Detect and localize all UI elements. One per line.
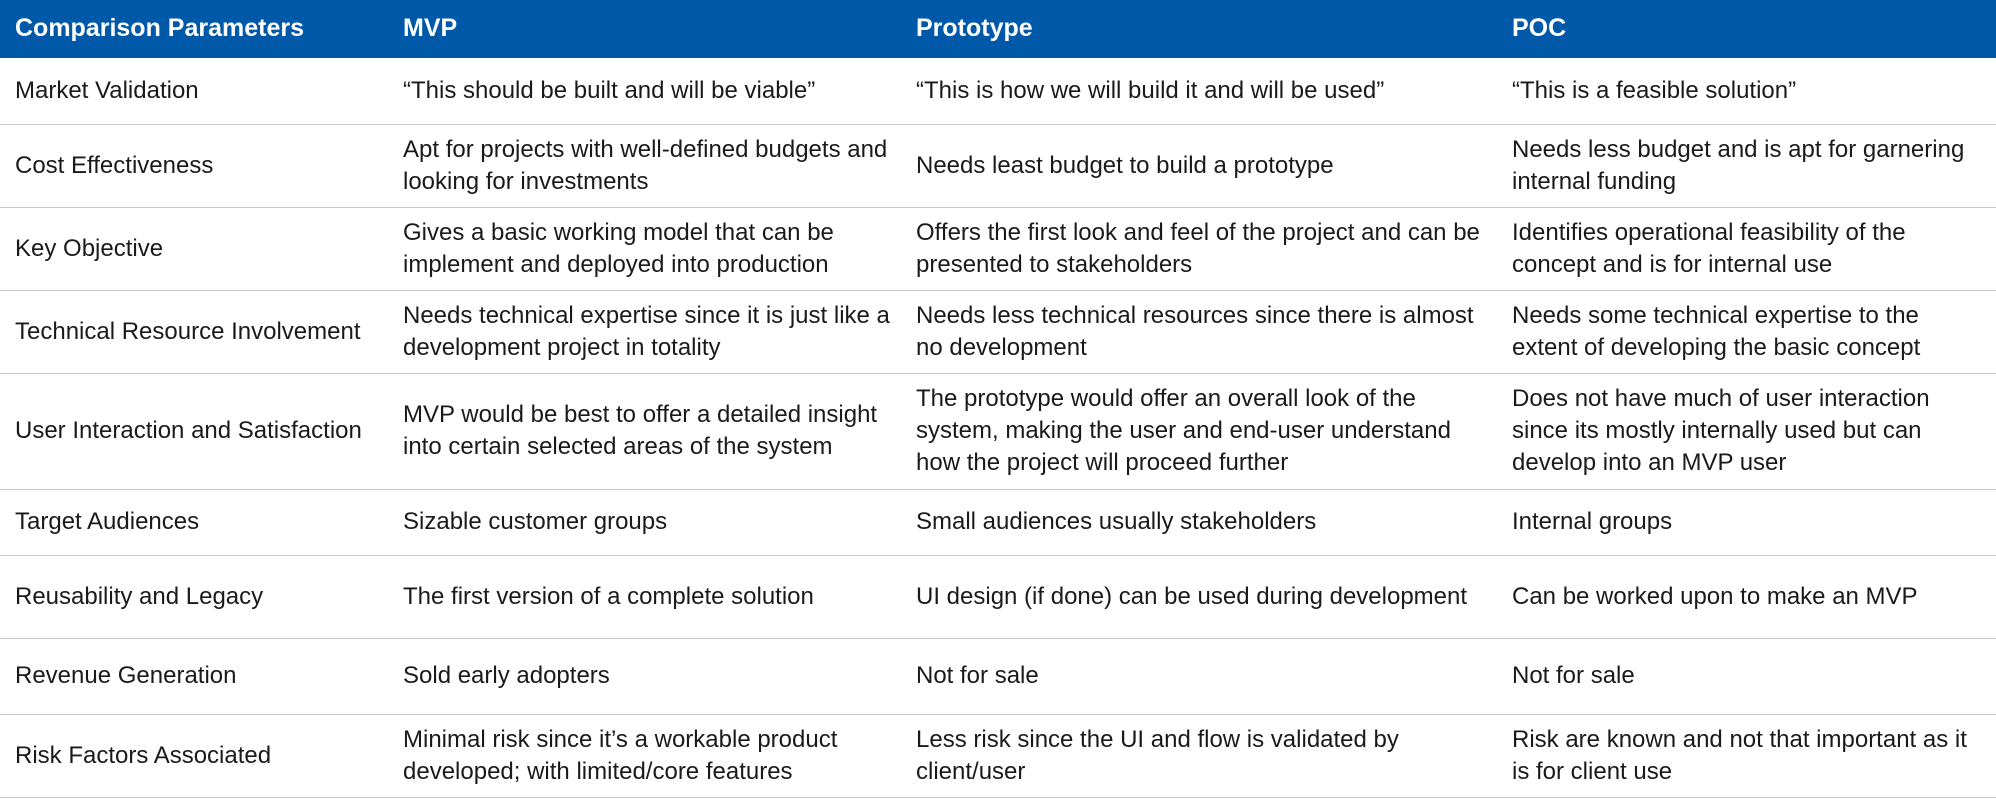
cell-text: The prototype would offer an overall look of the system, making the user and end-user understand how the project will proceed further: [916, 385, 1451, 476]
cell-text: Less risk since the UI and flow is validated by client/user: [916, 725, 1399, 785]
table-row: [0, 290, 1996, 374]
table-row: [0, 58, 1996, 125]
poc-cell: [1512, 489, 1982, 555]
row-parameter-cell: [15, 207, 375, 290]
prototype-cell: [916, 489, 1496, 555]
cell-text: Revenue Generation: [15, 662, 237, 689]
mvp-cell: [403, 555, 893, 638]
poc-cell: [1512, 58, 1982, 124]
cell-text: Internal groups: [1512, 508, 1673, 535]
row-parameter-cell: [15, 555, 375, 638]
table-row: [0, 555, 1996, 639]
header-poc: POC: [1512, 14, 1567, 42]
row-parameter-cell: [15, 489, 375, 555]
mvp-cell: [403, 58, 893, 124]
mvp-cell: [403, 124, 893, 207]
cell-text: MVP would be best to offer a detailed insight into certain selected areas of the system: [403, 401, 878, 460]
cell-text: Not for sale: [916, 662, 1039, 689]
poc-cell: [1512, 714, 1982, 797]
mvp-cell: [403, 638, 893, 714]
cell-text: Risk Factors Associated: [15, 741, 272, 769]
row-parameter-cell: [15, 638, 375, 714]
poc-cell: [1512, 207, 1982, 290]
cell-text: Can be worked upon to make an MVP: [1512, 582, 1918, 610]
cell-text: Not for sale: [1512, 662, 1635, 689]
cell-text: Market Validation: [15, 77, 199, 104]
cell-text: “This is how we will build it and will be used”: [916, 77, 1385, 104]
header-comparison-parameters: Comparison Parameters: [15, 14, 305, 42]
cell-text: Does not have much of user interaction since its mostly internally used but can develop into an MVP user: [1512, 385, 1930, 476]
prototype-cell: [916, 290, 1496, 373]
header-prototype: Prototype: [916, 14, 1033, 42]
cell-text: “This should be built and will be viable”: [403, 77, 816, 104]
mvp-cell: [403, 290, 893, 373]
cell-text: Target Audiences: [15, 508, 200, 535]
row-parameter-cell: [15, 373, 375, 489]
cell-text: Technical Resource Involvement: [15, 317, 361, 345]
cell-text: Key Objective: [15, 234, 164, 262]
cell-text: Identifies operational feasibility of the concept and is for internal use: [1512, 218, 1906, 278]
cell-text: User Interaction and Satisfaction: [15, 417, 362, 444]
table-row: [0, 638, 1996, 715]
prototype-cell: [916, 555, 1496, 638]
row-parameter-cell: [15, 290, 375, 373]
cell-text: Needs less budget and is apt for garnering internal funding: [1512, 135, 1965, 195]
prototype-cell: [916, 714, 1496, 797]
poc-cell: [1512, 290, 1982, 373]
cell-text: Needs technical expertise since it is just like a development project in totality: [403, 301, 890, 361]
prototype-cell: [916, 638, 1496, 714]
mvp-cell: [403, 714, 893, 797]
prototype-cell: [916, 124, 1496, 207]
cell-text: Gives a basic working model that can be implement and deployed into production: [403, 218, 834, 278]
cell-text: Needs some technical expertise to the extent of developing the basic concept: [1512, 301, 1921, 361]
prototype-cell: [916, 207, 1496, 290]
cell-text: Sizable customer groups: [403, 508, 668, 535]
cell-text: “This is a feasible solution”: [1512, 77, 1797, 104]
prototype-cell: [916, 58, 1496, 124]
row-parameter-cell: [15, 58, 375, 124]
poc-cell: [1512, 373, 1982, 489]
header-mvp: MVP: [403, 14, 458, 42]
cell-text: UI design (if done) can be used during development: [916, 582, 1468, 610]
table-row: [0, 373, 1996, 490]
table-row: [0, 207, 1996, 291]
cell-text: Needs less technical resources since there is almost no development: [916, 301, 1474, 361]
cell-text: Small audiences usually stakeholders: [916, 508, 1317, 535]
mvp-cell: [403, 373, 893, 489]
cell-text: Offers the first look and feel of the project and can be presented to stakeholders: [916, 218, 1480, 278]
table-row: [0, 124, 1996, 208]
prototype-cell: [916, 373, 1496, 489]
row-parameter-cell: [15, 124, 375, 207]
cell-text: Minimal risk since it’s a workable product developed; with limited/core features: [403, 725, 838, 785]
cell-text: Risk are known and not that important as it is for client use: [1512, 725, 1967, 785]
cell-text: Cost Effectiveness: [15, 151, 214, 179]
cell-text: The first version of a complete solution: [403, 582, 814, 610]
poc-cell: [1512, 555, 1982, 638]
poc-cell: [1512, 124, 1982, 207]
poc-cell: [1512, 638, 1982, 714]
table-header-row: [0, 0, 1996, 58]
cell-text: Apt for projects with well-defined budgets and looking for investments: [403, 135, 888, 195]
cell-text: Reusability and Legacy: [15, 582, 264, 610]
cell-text: Needs least budget to build a prototype: [916, 151, 1334, 179]
mvp-cell: [403, 489, 893, 555]
mvp-cell: [403, 207, 893, 290]
cell-text: Sold early adopters: [403, 662, 610, 689]
table-row: [0, 489, 1996, 556]
row-parameter-cell: [15, 714, 375, 797]
table-row: [0, 714, 1996, 798]
